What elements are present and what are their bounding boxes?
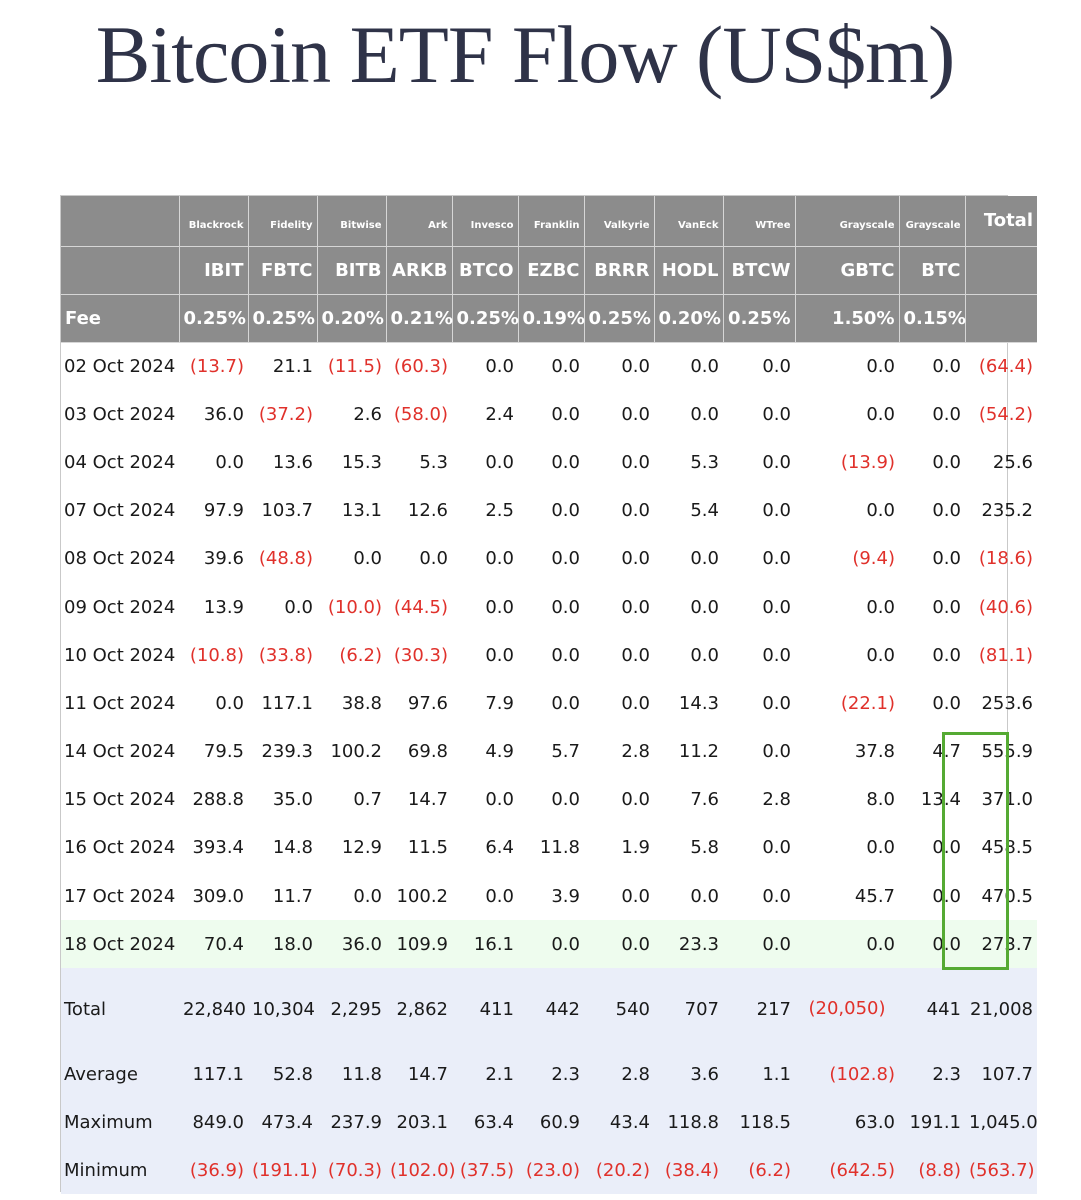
header-ticker: BITB	[317, 246, 386, 294]
header-row-fees	[61, 294, 1037, 342]
flow-cell: 0.0	[621, 692, 650, 714]
flow-cell: 0.0	[932, 596, 961, 618]
flow-cell: 16.1	[452, 920, 518, 968]
header-ticker: BTC	[899, 246, 965, 294]
row-date: 11 Oct 2024	[64, 692, 176, 714]
header-ticker: IBIT	[179, 246, 248, 294]
flow-cell: 0.0	[621, 355, 650, 377]
header-issuer: Fidelity	[248, 196, 317, 246]
summary-cell: 2,862	[386, 968, 452, 1050]
row-date: 10 Oct 2024	[64, 644, 176, 666]
flow-cell: 0.0	[690, 644, 719, 666]
summary-cell: 237.9	[317, 1098, 386, 1146]
summary-cell: (20,050)	[795, 968, 899, 1050]
fee-cell: 0.19%	[518, 294, 584, 342]
fee-label: Fee	[61, 294, 179, 342]
table-row	[61, 920, 1037, 968]
flow-cell: 7.9	[485, 692, 514, 714]
flow-cell: (6.2)	[339, 644, 382, 666]
header-issuer: Bitwise	[317, 196, 386, 246]
summary-row	[61, 1098, 1037, 1146]
row-date: 09 Oct 2024	[64, 596, 176, 618]
flow-cell: 100.2	[330, 741, 382, 763]
flow-cell: 2.6	[353, 403, 382, 425]
summary-cell: (36.9)	[179, 1146, 248, 1194]
flow-cell: 0.0	[621, 500, 650, 522]
flow-cell: 0.0	[518, 920, 584, 968]
flow-cell: 0.0	[690, 885, 719, 907]
flow-cell: 0.0	[762, 837, 791, 859]
flow-cell: 45.7	[854, 885, 895, 907]
row-date: 18 Oct 2024	[61, 920, 179, 968]
flow-cell: (40.6)	[978, 596, 1033, 618]
row-date: 02 Oct 2024	[64, 355, 176, 377]
header-total: Total	[965, 196, 1037, 246]
flow-cell: 18.0	[248, 920, 317, 968]
flow-cell: 3.9	[551, 885, 580, 907]
flow-cell: 0.0	[584, 920, 654, 968]
summary-cell: 203.1	[386, 1098, 452, 1146]
flow-cell: (60.3)	[393, 355, 448, 377]
flow-cell: 0.0	[485, 596, 514, 618]
flow-cell: 0.0	[899, 920, 965, 968]
flow-cell: 0.0	[762, 741, 791, 763]
flow-cell: 39.6	[203, 548, 244, 570]
summary-cell: (37.5)	[452, 1146, 518, 1194]
header-row-tickers	[61, 246, 1037, 294]
flow-cell: 0.0	[621, 789, 650, 811]
flow-cell: 5.3	[690, 451, 719, 473]
summary-cell: 849.0	[179, 1098, 248, 1146]
flow-cell: 253.6	[981, 692, 1033, 714]
table-row	[61, 390, 1037, 438]
flow-cell: (54.2)	[978, 403, 1033, 425]
header-blank-cell	[61, 246, 179, 294]
flow-cell: 97.6	[407, 692, 448, 714]
flow-cell: 12.9	[341, 837, 382, 859]
summary-cell: (191.1)	[248, 1146, 317, 1194]
summary-cell: 10,304	[248, 968, 317, 1050]
flow-cell: 0.0	[551, 789, 580, 811]
summary-cell: 707	[654, 968, 723, 1050]
flow-cell: 0.0	[932, 403, 961, 425]
header-issuer: Grayscale	[795, 196, 899, 246]
flow-cell: 0.0	[551, 355, 580, 377]
header-issuer: Ark	[386, 196, 452, 246]
flow-cell: 0.0	[866, 596, 895, 618]
flow-cell: 14.3	[678, 692, 719, 714]
flow-cell: 0.0	[551, 692, 580, 714]
summary-cell: (642.5)	[795, 1146, 899, 1194]
summary-cell: (6.2)	[723, 1146, 795, 1194]
fee-cell: 0.15%	[899, 294, 965, 342]
summary-cell: 540	[584, 968, 654, 1050]
header-ticker: GBTC	[795, 246, 899, 294]
header-issuer: Grayscale	[899, 196, 965, 246]
row-date: 07 Oct 2024	[64, 500, 176, 522]
summary-cell: (38.4)	[654, 1146, 723, 1194]
header-ticker: BTCW	[723, 246, 795, 294]
summary-cell: 2.3	[899, 1050, 965, 1098]
flow-cell: 0.0	[690, 548, 719, 570]
summary-cell: (70.3)	[317, 1146, 386, 1194]
fee-cell: 0.25%	[452, 294, 518, 342]
row-date: 17 Oct 2024	[64, 885, 176, 907]
flow-cell: (10.8)	[189, 644, 244, 666]
row-date: 03 Oct 2024	[64, 403, 176, 425]
summary-cell: 217	[723, 968, 795, 1050]
flow-cell: (81.1)	[978, 644, 1033, 666]
flow-cell: 239.3	[261, 741, 313, 763]
flow-cell: 0.0	[284, 596, 313, 618]
flow-cell: 97.9	[203, 500, 244, 522]
flow-cell: (58.0)	[393, 403, 448, 425]
flow-cell: 2.8	[621, 741, 650, 763]
flow-cell: 0.0	[795, 920, 899, 968]
flow-cell: 371.0	[981, 789, 1033, 811]
flow-cell: 0.0	[551, 500, 580, 522]
table-row	[61, 631, 1037, 679]
fee-cell: 0.25%	[723, 294, 795, 342]
flow-cell: 13.4	[920, 789, 961, 811]
flow-cell: 2.5	[485, 500, 514, 522]
table-row	[61, 776, 1037, 824]
summary-cell: 60.9	[518, 1098, 584, 1146]
flow-cell: 0.0	[215, 451, 244, 473]
row-date: 04 Oct 2024	[64, 451, 176, 473]
flow-cell: (64.4)	[978, 355, 1033, 377]
flow-cell: 0.0	[932, 451, 961, 473]
flow-cell: 0.0	[723, 920, 795, 968]
flow-cell: 2.8	[762, 789, 791, 811]
flow-cell: 13.9	[203, 596, 244, 618]
flow-cell: 235.2	[981, 500, 1033, 522]
flow-cell: 0.0	[762, 355, 791, 377]
flow-cell: 0.0	[690, 403, 719, 425]
summary-cell: 441	[899, 968, 965, 1050]
summary-label: Average	[61, 1050, 179, 1098]
flow-cell: 0.0	[932, 500, 961, 522]
flow-cell: 7.6	[690, 789, 719, 811]
flow-cell: 0.0	[551, 403, 580, 425]
page-title: Bitcoin ETF Flow (US$m)	[95, 9, 955, 100]
flow-cell: 0.0	[485, 644, 514, 666]
row-date: 14 Oct 2024	[64, 741, 176, 763]
flow-cell: 0.0	[866, 500, 895, 522]
flow-cell: 470.5	[981, 885, 1033, 907]
fee-cell: 0.20%	[654, 294, 723, 342]
header-issuer: VanEck	[654, 196, 723, 246]
table-row	[61, 535, 1037, 583]
row-date: 15 Oct 2024	[64, 789, 176, 811]
header-issuer: Franklin	[518, 196, 584, 246]
header-blank-cell	[965, 246, 1037, 294]
summary-cell: 11.8	[317, 1050, 386, 1098]
flow-cell: 0.0	[932, 548, 961, 570]
flow-cell: 2.4	[485, 403, 514, 425]
header-ticker: FBTC	[248, 246, 317, 294]
fee-cell: 1.50%	[795, 294, 899, 342]
flow-cell: (44.5)	[393, 596, 448, 618]
flow-cell: 15.3	[341, 451, 382, 473]
flow-cell: 0.0	[551, 596, 580, 618]
summary-cell: (102.0)	[386, 1146, 452, 1194]
summary-row	[61, 1146, 1037, 1194]
flow-cell: (11.5)	[327, 355, 382, 377]
table-row	[61, 872, 1037, 920]
flow-cell: 1.9	[621, 837, 650, 859]
fee-cell: 0.25%	[179, 294, 248, 342]
flow-cell: 0.0	[621, 403, 650, 425]
flow-cell: 5.8	[690, 837, 719, 859]
header-corner-cell	[61, 196, 179, 246]
fee-cell: 0.25%	[584, 294, 654, 342]
header-issuer: Valkyrie	[584, 196, 654, 246]
etf-flow-table	[61, 196, 1037, 1194]
flow-cell: 0.0	[690, 596, 719, 618]
row-date: 08 Oct 2024	[64, 548, 176, 570]
flow-cell: 35.0	[272, 789, 313, 811]
flow-cell: 555.9	[981, 741, 1033, 763]
summary-label: Minimum	[61, 1146, 179, 1194]
flow-cell: 69.8	[407, 741, 448, 763]
flow-cell: 0.0	[932, 885, 961, 907]
flow-cell: 0.0	[621, 548, 650, 570]
flow-cell: 23.3	[654, 920, 723, 968]
summary-cell: 107.7	[965, 1050, 1037, 1098]
header-ticker: BTCO	[452, 246, 518, 294]
flow-cell: (10.0)	[327, 596, 382, 618]
header-issuer: Invesco	[452, 196, 518, 246]
summary-cell: 63.0	[795, 1098, 899, 1146]
header-ticker: ARKB	[386, 246, 452, 294]
summary-cell: 473.4	[248, 1098, 317, 1146]
flow-cell: 0.0	[762, 596, 791, 618]
summary-row	[61, 968, 1037, 1050]
flow-cell: 458.5	[981, 837, 1033, 859]
table-row	[61, 487, 1037, 535]
flow-cell: 0.0	[621, 596, 650, 618]
flow-cell: 0.0	[353, 885, 382, 907]
flow-cell: 11.2	[678, 741, 719, 763]
summary-cell: 2.8	[584, 1050, 654, 1098]
flow-cell: 37.8	[854, 741, 895, 763]
flow-cell: 13.1	[341, 500, 382, 522]
table-body	[61, 196, 1037, 1194]
fee-cell: 0.25%	[248, 294, 317, 342]
summary-label: Total	[61, 968, 179, 1050]
row-date: 16 Oct 2024	[64, 837, 176, 859]
summary-cell: 2,295	[317, 968, 386, 1050]
flow-cell: 4.9	[485, 741, 514, 763]
summary-cell: 43.4	[584, 1098, 654, 1146]
flow-cell: 0.0	[485, 451, 514, 473]
header-blank-cell	[965, 294, 1037, 342]
flow-cell: 0.0	[932, 692, 961, 714]
flow-cell: 109.9	[386, 920, 452, 968]
flow-cell: 100.2	[396, 885, 448, 907]
flow-cell: 0.0	[866, 837, 895, 859]
summary-row	[61, 1050, 1037, 1098]
fee-cell: 0.20%	[317, 294, 386, 342]
flow-cell: 0.0	[762, 644, 791, 666]
flow-cell: 36.0	[317, 920, 386, 968]
flow-cell: 0.0	[932, 355, 961, 377]
flow-cell: 11.5	[407, 837, 448, 859]
header-row-issuers	[61, 196, 1037, 246]
flow-cell: 4.7	[932, 741, 961, 763]
flow-cell: 13.6	[272, 451, 313, 473]
summary-cell: 14.7	[386, 1050, 452, 1098]
flow-cell: (9.4)	[852, 548, 895, 570]
flow-cell: 0.0	[762, 403, 791, 425]
flow-cell: 0.0	[485, 885, 514, 907]
flow-cell: 0.0	[621, 644, 650, 666]
summary-cell: 118.8	[654, 1098, 723, 1146]
flow-cell: (13.9)	[840, 451, 895, 473]
flow-cell: 12.6	[407, 500, 448, 522]
flow-cell: 0.0	[762, 692, 791, 714]
flow-cell: 0.7	[353, 789, 382, 811]
flow-cell: 5.3	[419, 451, 448, 473]
summary-cell: 52.8	[248, 1050, 317, 1098]
summary-cell: 411	[452, 968, 518, 1050]
header-issuer: Blackrock	[179, 196, 248, 246]
flow-cell: (22.1)	[840, 692, 895, 714]
summary-cell: (102.8)	[795, 1050, 899, 1098]
summary-cell: 21,008	[965, 968, 1037, 1050]
summary-cell: 1.1	[723, 1050, 795, 1098]
summary-cell: 118.5	[723, 1098, 795, 1146]
header-ticker: HODL	[654, 246, 723, 294]
summary-cell: (8.8)	[899, 1146, 965, 1194]
flow-cell: 0.0	[485, 548, 514, 570]
flow-cell: (37.2)	[258, 403, 313, 425]
summary-cell: 442	[518, 968, 584, 1050]
flow-cell: 8.0	[866, 789, 895, 811]
flow-cell: 0.0	[215, 692, 244, 714]
header-ticker: BRRR	[584, 246, 654, 294]
table-row	[61, 583, 1037, 631]
flow-cell: 0.0	[551, 548, 580, 570]
fee-cell: 0.21%	[386, 294, 452, 342]
summary-cell: 1,045.0	[965, 1098, 1037, 1146]
flow-cell: 0.0	[551, 644, 580, 666]
summary-cell: (563.7)	[965, 1146, 1037, 1194]
flow-cell: (13.7)	[189, 355, 244, 377]
flow-cell: 103.7	[261, 500, 313, 522]
summary-cell: 191.1	[899, 1098, 965, 1146]
flow-cell: 0.0	[932, 837, 961, 859]
flow-cell: 5.7	[551, 741, 580, 763]
header-ticker: EZBC	[518, 246, 584, 294]
table-row	[61, 342, 1037, 390]
summary-label: Maximum	[61, 1098, 179, 1146]
flow-cell: 21.1	[272, 355, 313, 377]
summary-cell: 2.1	[452, 1050, 518, 1098]
flow-cell: 0.0	[485, 355, 514, 377]
table-row	[61, 728, 1037, 776]
flow-cell: 0.0	[419, 548, 448, 570]
flow-cell: 14.8	[272, 837, 313, 859]
flow-cell: 70.4	[179, 920, 248, 968]
summary-cell: (23.0)	[518, 1146, 584, 1194]
flow-cell: (30.3)	[393, 644, 448, 666]
flow-cell: 6.4	[485, 837, 514, 859]
etf-flow-table-container	[60, 195, 1038, 1192]
flow-cell: 36.0	[203, 403, 244, 425]
flow-cell: 309.0	[192, 885, 244, 907]
table-row	[61, 824, 1037, 872]
flow-cell: 0.0	[353, 548, 382, 570]
flow-cell: 117.1	[261, 692, 313, 714]
summary-cell: 2.3	[518, 1050, 584, 1098]
flow-cell: 0.0	[932, 644, 961, 666]
flow-cell: 14.7	[407, 789, 448, 811]
flow-cell: 0.0	[866, 403, 895, 425]
flow-cell: 0.0	[866, 644, 895, 666]
flow-cell: 0.0	[551, 451, 580, 473]
flow-cell: 0.0	[762, 500, 791, 522]
flow-cell: 0.0	[485, 789, 514, 811]
summary-cell: 3.6	[654, 1050, 723, 1098]
summary-cell: 117.1	[179, 1050, 248, 1098]
flow-cell: (18.6)	[978, 548, 1033, 570]
flow-cell: 0.0	[762, 885, 791, 907]
flow-cell: 393.4	[192, 837, 244, 859]
flow-cell: (33.8)	[258, 644, 313, 666]
header-issuer: WTree	[723, 196, 795, 246]
summary-cell: (20.2)	[584, 1146, 654, 1194]
flow-cell: 11.7	[272, 885, 313, 907]
flow-cell: (48.8)	[258, 548, 313, 570]
table-row	[61, 438, 1037, 486]
summary-cell: 22,840	[179, 968, 248, 1050]
flow-cell: 79.5	[203, 741, 244, 763]
flow-cell: 288.8	[192, 789, 244, 811]
flow-cell: 0.0	[621, 451, 650, 473]
flow-cell: 273.7	[965, 920, 1037, 968]
flow-cell: 0.0	[762, 451, 791, 473]
flow-cell: 38.8	[341, 692, 382, 714]
flow-cell: 5.4	[690, 500, 719, 522]
flow-cell: 25.6	[992, 451, 1033, 473]
flow-cell: 0.0	[621, 885, 650, 907]
summary-cell: 63.4	[452, 1098, 518, 1146]
flow-cell: 0.0	[866, 355, 895, 377]
table-row	[61, 679, 1037, 727]
flow-cell: 0.0	[690, 355, 719, 377]
flow-cell: 0.0	[762, 548, 791, 570]
flow-cell: 11.8	[539, 837, 580, 859]
